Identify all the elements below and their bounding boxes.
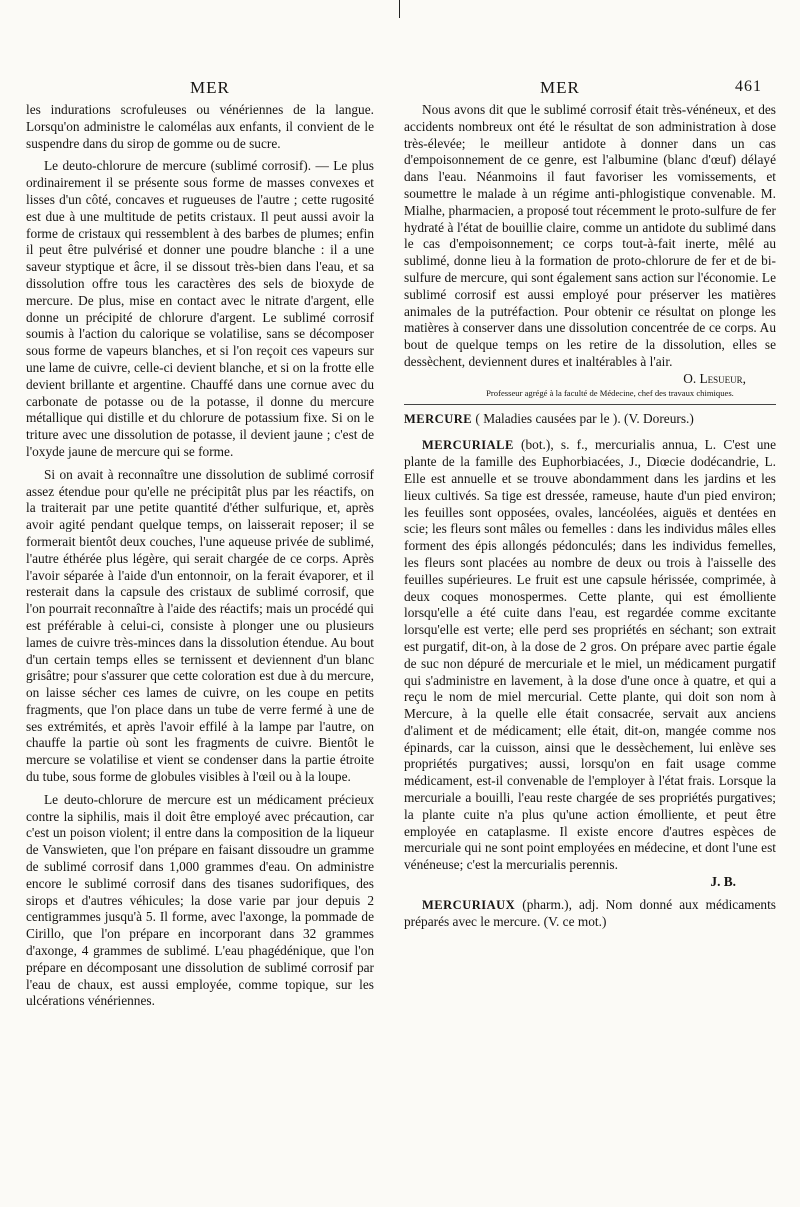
paragraph-calomelas-end: les indurations scrofuleuses ou vénériennes de la langue. Lorsqu'on administre le calomélas aux enfants, il convient de le suspendre dans du sirop de gomme ou de sucre. [26,102,374,151]
column-rule-top [399,0,400,18]
headword-mercuriaux: MERCURIAUX [422,897,516,912]
entry-divider [404,404,776,405]
signature-jb: J. B. [710,874,736,890]
paragraph-dissolution-test: Si on avait à reconnaître une dissolution de sublimé corrosif assez étendue pour qu'elle ne précipitât plus par les réactifs, on la traiterait par une petite quantité d'éther sulfurique, et, après avoir agité pendant quelque temps, on laisserait reposer; il se formerait bientôt deux couches, l'une aqueuse privée de sublimé, l'autre éthérée plus légère, qui serait chargée de ce corps. Après l'avoir séparée à l'aide d'un entonnoir, on la ferait évaporer, et il resterait dans la capsule des cristaux de sublimé corrosif, que l'on pourrait reconnaître à l'aide des réactifs; mais un procédé qui est préférable à celui-ci, consiste à plonger une ou plusieurs lames de cuivre très-minces dans la dissolution étendue. Au bout d'un certain temps elles se ternissent et deviennent d'un blanc grisâtre; pour s'assurer que cette coloration est due à du mercure, on laisse sécher ces lames de cuivre, on les coupe en petits fragments, que l'on place dans un tube de verre fermé à une de ses extrémités, et après l'avoir effilé à la lampe par l'autre, on chauffe la partie où sont les fragments de cuivre. Bientôt le mercure se volatilise et vient se condenser dans la partie étroite du tube, sous forme de globules visibles à l'œil ou à la loupe. [26,466,374,785]
running-head-left: MER [190,78,230,97]
paragraph-medical-use: Le deuto-chlorure de mercure est un médicament précieux contre la siphilis, mais il doit être employé avec précaution, car c'est un poison violent; il entre dans la composition de la liqueur de Vanswieten, que l'on prépare en faisant dissoudre un gramme de sublimé corrosif dans 1,000 grammes d'eau. On administre encore le sublimé corrosif dans des tisanes sudorifiques, des sirops et d'autres véhicules; la dose varie par jour depuis 2 centigrammes jusqu'à 5. Il forme, avec l'axonge, la pommade de Cirillo, que l'on prépare en incorporant dans 32 grammes d'axonge, 4 grammes de sublimé. L'eau phagédénique, que l'on prépare en décomposant une dissolution de sublimé corrosif par l'eau de chaux, est aussi employée, comme topique, sur les ulcérations vénériennes. [26,791,374,1009]
signature-lesueur: O. Lesueur, [683,370,746,386]
running-head-right: MER [540,78,580,97]
entry-mercuriale-text: (bot.), s. f., mercurialis annua, L. C'est une plante de la famille des Euphorbiacées, J., Diœcie dodécandrie, L. Elle est annuelle et se trouve abondamment dans les jardins et les lieux cultivés. Sa tige est dressée, rameuse, haute d'un pied environ; les feuilles sont opposées, ovales, lancéolées, aiguës et dentées en scie; les fleurs sont mâles ou femelles : dans les individus mâles elles forment des épis allongés pédonculés; dans les individus femelles, les fleurs sont placées au nombre de deux ou trois à l'aisselle des feuilles supérieures. Le fruit est une capsule hérissée, comprimée, à deux coques monospermes. Cette plante, qui est émolliente lorsqu'elle a été cuite dans l'eau, est regardée comme excitante lorsqu'elle est verte; elle perd ses propriétés en séchant; son extrait est purgatif, dit-on, à la dose de 2 gros. On prépare avec partie égale de suc non dépuré de mercuriale et le miel, un médicament purgatif qui s'administre en lavement, à la dose d'une once à quatre, et qui a reçu le nom de miel mercurial. Cette plante, qui doit son nom à Mercure, à la quelle elle était consacrée, servait aux anciens d'aliment et de médicament; elle était, dit-on, mangée comme nos épinards, car la cuisson, ainsi que le dessèchement, lui enlève ses propriétés purgatives; aussi, lorsqu'on en fait usage comme médicament, est-il convenable de l'employer à l'état frais. Lorsque la mercuriale a bouilli, l'eau reste chargée de ses propriétés purgatives; la plante cuite n'a plus qu'une action émolliente, et peut être employée en cataplasme. Il existe encore d'autres espèces de mercuriale qui ne sont point employées en médecine, et dont l'une est vénéneuse; c'est la mercurialis perennis. [404,437,776,873]
paragraph-antidote: Nous avons dit que le sublimé corrosif était très-vénéneux, et des accidents nombreux ont été le résultat de son administration à dose très-élevée; le meilleur antidote à donner dans un cas d'empoisonnement de ce genre, est l'albumine (blanc d'œuf) délayé dans l'eau. Néanmoins il faut favoriser les vomissements, et soumettre le malade à un régime anti-phlogistique convenable. M. Mialhe, pharmacien, a proposé tout récemment le proto-sulfure de fer hydraté à l'état de bouillie claire, comme un antidote du sublimé dans le cas d'empoisonnement; ce corps tout-à-fait inerte, mêlé au sublimé, donne lieu à la formation de proto-chlorure de fer et de bi-sulfure de mercure, qui sont également sans action sur l'économie. Le sublimé corrosif est aussi employé pour préserver les matières animales de la putréfaction. Pour obtenir ce résultat on plonge les matières à conserver dans une dissolution concentrée de ce corps. Au bout de quelque temps on les retire de la dissolution, elles se dessèchent, deviennent dures et inaltérables à l'air. [404,102,776,369]
headword-mercure: MERCURE [404,411,473,426]
entry-mercuriaux [404,897,776,931]
signature-affiliation: Professeur agrégé à la faculté de Médecine, chef des travaux chimiques. [486,387,734,398]
entry-mercure-text: ( Maladies causées par le ). (V. Doreurs.) [472,410,694,426]
left-column [26,102,374,1010]
headword-mercuriale: MERCURIALE [422,438,514,453]
right-column [404,102,776,930]
entry-mercure [404,411,776,428]
entry-mercuriaux-text: (pharm.), adj. Nom donné aux médicaments préparés avec le mercure. (V. ce mot.) [404,896,776,929]
entry-mercuriale [404,437,776,874]
paragraph-deuto-chlorure: Le deuto-chlorure de mercure (sublimé corrosif). — Le plus ordinairement il se présente sous forme de masses convexes et lisses d'un côté, concaves et rugueuses de l'autre ; cette rugosité est due à une multitude de petits cristaux. Il peut aussi avoir la forme de cristaux qui ressemblent à des barbes de plumes; enfin il peut être pulvérisé et donner une poudre blanche : il a une saveur styptique et âcre, il se dissout très-bien dans l'eau, et sa dissolution offre tous les caractères des sels de bioxyde de mercure. De plus, mise en contact avec le nitrate d'argent, elle donne un précipité de chlorure d'argent. Le sublimé corrosif soumis à l'action du calorique se volatilise, sans se décomposer sous forme de vapeurs blanches, et si l'on reçoit ces vapeurs sur une lame de cuivre, celle-ci devient blanche, et si on la frotte elle devient brillante et argentine. Chauffé dans une cornue avec du carbonate de potasse ou de la potasse, il donne du mercure métallique qui distille et du chlorure de potassium fixe. Si on le triture avec une dissolution de potasse, il devient jaune ; c'est de l'oxyde jaune de mercure qui se forme. [26,158,374,459]
page-number: 461 [735,78,762,95]
